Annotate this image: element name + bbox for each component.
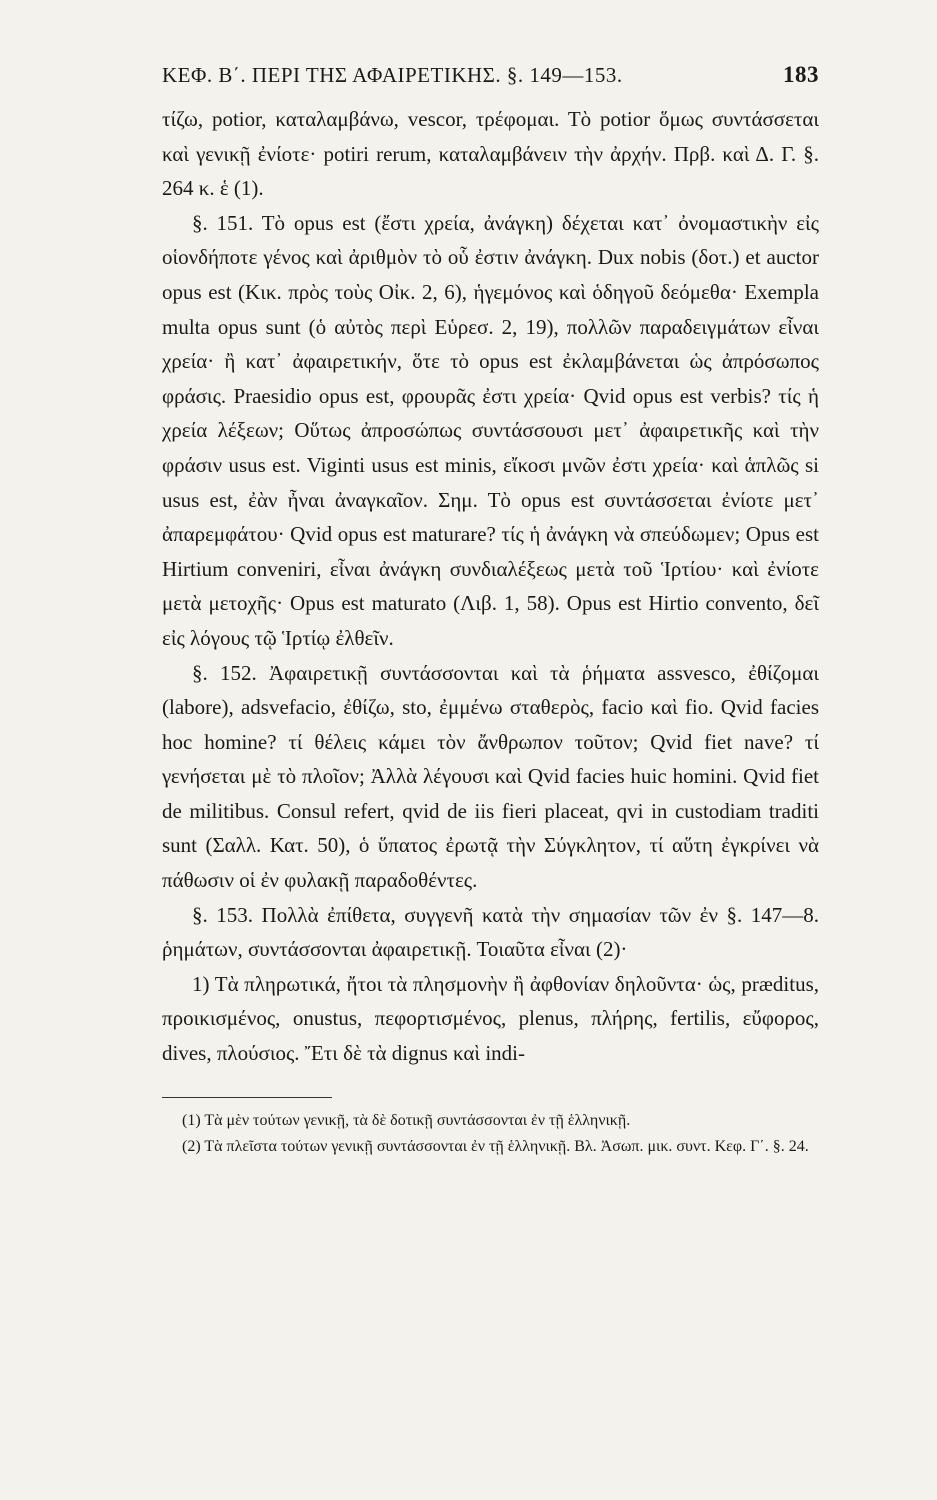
footnote-2: (2) Τὰ πλεῖστα τούτων γενικῇ συντάσσονται ἐν τῇ ἑλληνικῇ. Βλ. Ἀσωπ. μικ. συντ. Κεφ. Γ΄. §. 24. <box>182 1137 809 1155</box>
paragraph-151-continuation: τίζω, potior, καταλαμβάνω, vescor, τρέφομαι. Τὸ potior ὅμως συντάσσεται καὶ γενικῇ ἐνίοτε· potiri rerum, καταλαμβάνειν τὴν ἀρχήν. Πρβ. καὶ Δ. Γ. §. 264 κ. ἑ (1). <box>162 107 819 201</box>
paragraph-153-item-1: 1) Τὰ πληρωτικά, ἤτοι τὰ πλησμονὴν ἢ ἀφθονίαν δηλοῦντα· ὡς, præditus, προικισμένος, onustus, πεφορτισμένος, plenus, πλήρης, fertilis, εὔφορος, dives, πλούσιος. Ἔτι δὲ τὰ dignus καὶ indi- <box>162 971 819 1066</box>
footnote-divider <box>162 1097 332 1098</box>
footnotes <box>162 1108 819 1160</box>
paragraph-153: §. 153. Πολλὰ ἐπίθετα, συγγενῆ κατὰ τὴν σημασίαν τῶν ἐν §. 147—8. ῥημάτων, συντάσσονται ἀφαιρετικῇ. Τοιαῦτα εἶναι (2)· <box>162 902 819 962</box>
footnote-1: (1) Τὰ μὲν τούτων γενικῇ, τὰ δὲ δοτικῇ συντάσσονται ἐν τῇ ἑλληνικῇ. <box>182 1111 631 1129</box>
running-head <box>162 62 819 92</box>
paragraph-152: §. 152. Ἀφαιρετικῇ συντάσσονται καὶ τὰ ῥήματα assvesco, ἐθίζομαι (labore), adsvefacio, ἐθίζω, sto, ἐμμένω σταθερὸς, facio καὶ fio. Qvid facies hoc homine? τί θέλεις κάμει τὸν ἄνθρωπον τοῦτον; Qvid fiet nave? τί γενήσεται μὲ τὸ πλοῖον; Ἀλλὰ λέγουσι καὶ Qvid facies huic homini. Qvid fiet de militibus. Consul refert, qvid de iis fieri placeat, qvi in custodiam traditi sunt (Σαλλ. Κατ. 50), ὁ ὕπατος ἐρωτᾷ τὴν Σύγκλητον, τί αὕτη ἐγκρίνει νὰ πάθωσιν οἱ ἐν φυλακῇ παραδοθέντες. <box>162 660 819 893</box>
running-title: ΚΕΦ. Β΄. ΠΕΡΙ ΤΗΣ ΑΦΑΙΡΕΤΙΚΗΣ. §. 149—153. <box>162 63 623 87</box>
paragraph-151: §. 151. Τὸ opus est (ἔστι χρεία, ἀνάγκη) δέχεται κατ᾽ ὀνομαστικὴν εἰς οἱονδήποτε γένος καὶ ἀριθμὸν τὸ οὗ ἐστιν ἀνάγκη. Dux nobis (δοτ.) et auctor opus est (Κικ. πρὸς τοὺς Οἰκ. 2, 6), ἡγεμόνος καὶ ὁδηγοῦ δεόμεθα· Exempla multa opus sunt (ὁ αὐτὸς περὶ Εὑρεσ. 2, 19), πολλῶν παραδειγμάτων εἶναι χρεία· ἢ κατ᾽ ἀφαιρετικήν, ὅτε τὸ opus est ἐκλαμβάνεται ὡς ἀπρόσωπος φράσις. Praesidio opus est, φρουρᾶς ἐστι χρεία· Qvid opus est verbis? τίς ἡ χρεία λέξεων; Οὕτως ἀπροσώπως συντάσσουσι μετ᾽ ἀφαιρετικῆς καὶ τὴν φράσιν usus est. Viginti usus est minis, εἴκοσι μνῶν ἐστι χρεία· καὶ ἁπλῶς si usus est, ἐὰν ἦναι ἀναγκαῖον. Σημ. Τὸ opus est συντάσσεται ἐνίοτε μετ᾽ ἀπαρεμφάτου· Qvid opus est maturare? τίς ἡ ἀνάγκη νὰ σπεύδωμεν; Opus est Hirtium conveniri, εἶναι ἀνάγκη συνδιαλέξεως μετὰ τοῦ Ἱρτίου· καὶ ἐνίοτε μετὰ μετοχῆς· Opus est maturato (Λιβ. 1, 58). Opus est Hirtio convento, δεῖ εἰς λόγους τῷ Ἱρτίῳ ἐλθεῖν. <box>162 210 819 650</box>
main-text <box>162 102 819 1071</box>
page-number: 183 <box>783 62 819 87</box>
